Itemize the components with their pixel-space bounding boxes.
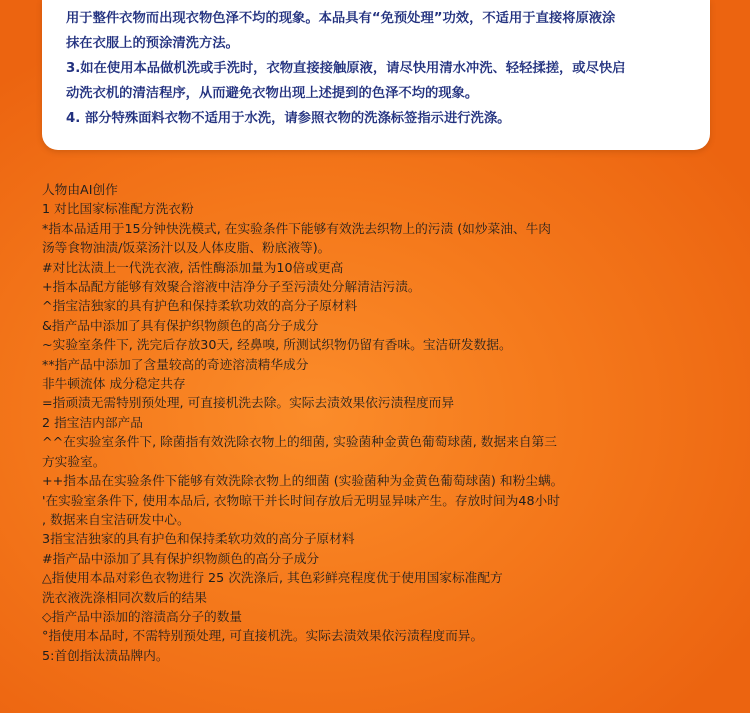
footnote-line: ~实验室条件下, 洗完后存放30天, 经鼻嗅, 所测试织物仍留有香味。宝洁研发数据。 — [42, 337, 512, 353]
footnote-line: **指产品中添加了含量较高的奇迹溶渍精华成分 — [42, 356, 309, 372]
footnote-line: ^^在实验室条件下, 除菌指有效洗除衣物上的细菌, 实验菌种金黄色葡萄球菌, 数据来自第三 — [42, 434, 557, 450]
footnote-line: , 数据来自宝洁研发中心。 — [42, 511, 190, 527]
footnote-line: 洗衣液洗涤相同次数后的结果 — [42, 589, 207, 605]
footnote-line: 方实验室。 — [42, 453, 106, 469]
footnote-line: △指使用本品对彩色衣物进行 25 次洗涤后, 其色彩鲜亮程度优于使用国家标准配方 — [42, 570, 503, 586]
footnote-line: 人物由AI创作 — [42, 182, 118, 197]
footnote-line: '在实验室条件下, 使用本品后, 衣物晾干并长时间存放后无明显异味产生。存放时间为48小时 — [42, 492, 560, 508]
footnote-line: ◇指产品中添加的溶渍高分子的数量 — [42, 608, 243, 624]
instruction-line: 4. 部分特殊面料衣物不适用于水洗，请参照衣物的洗涤标签指示进行洗涤。 — [66, 111, 511, 126]
footnote-line: 2 指宝洁内部产品 — [42, 414, 143, 430]
instruction-line: 动洗衣机的清洁程序，从而避免衣物出现上述提到的色泽不均的现象。 — [66, 86, 479, 101]
instructions-card — [42, 0, 710, 150]
footnote-line: ^指宝洁独家的具有护色和保持柔软功效的高分子原材料 — [42, 298, 358, 314]
footnote-line: *指本品适用于15分钟快洗模式, 在实验条件下能够有效洗去织物上的污渍 (如炒菜油、牛肉 — [42, 220, 551, 236]
footnote-line: 非牛顿流体 成分稳定共存 — [42, 376, 186, 392]
footnote-line: 汤等食物油渍/饭菜汤汁以及人体皮脂、粉底液等)。 — [42, 240, 331, 256]
footnote-line: 1 对比国家标准配方洗衣粉 — [42, 201, 194, 217]
footnote-line: °指使用本品时, 不需特别预处理, 可直接机洗。实际去渍效果依污渍程度而异。 — [42, 628, 484, 644]
footnote-line: &指产品中添加了具有保护织物颜色的高分子成分 — [42, 317, 319, 333]
footnote-line: #对比汰渍上一代洗衣液, 活性酶添加量为10倍或更高 — [42, 259, 344, 275]
footnote-line: 5:首创指汰渍品牌内。 — [42, 647, 169, 663]
footnote-line: =指顽渍无需特别预处理, 可直接机洗去除。实际去渍效果依污渍程度而异 — [42, 395, 455, 411]
footnote-line: ++指本品在实验条件下能够有效洗除衣物上的细菌 (实验菌种为金黄色葡萄球菌) 和粉尘螨。 — [42, 473, 564, 489]
instruction-line: 3.如在使用本品做机洗或手洗时，衣物直接接触原液，请尽快用清水冲洗、轻轻揉搓，或尽快启 — [66, 61, 626, 76]
instruction-line: 用于整件衣物而出现衣物色泽不均的现象。本品具有“免预处理”功效，不适用于直接将原液涂 — [66, 11, 616, 26]
footnote-line: 3指宝洁独家的具有护色和保持柔软功效的高分子原材料 — [42, 531, 355, 547]
instruction-line: 抹在衣服上的预涂清洗方法。 — [66, 36, 239, 51]
footnote-line: +指本品配方能够有效聚合溶液中洁净分子至污渍处分解清洁污渍。 — [42, 279, 421, 295]
footnotes — [42, 180, 722, 665]
footnote-line: #指产品中添加了具有保护织物颜色的高分子成分 — [42, 550, 320, 566]
